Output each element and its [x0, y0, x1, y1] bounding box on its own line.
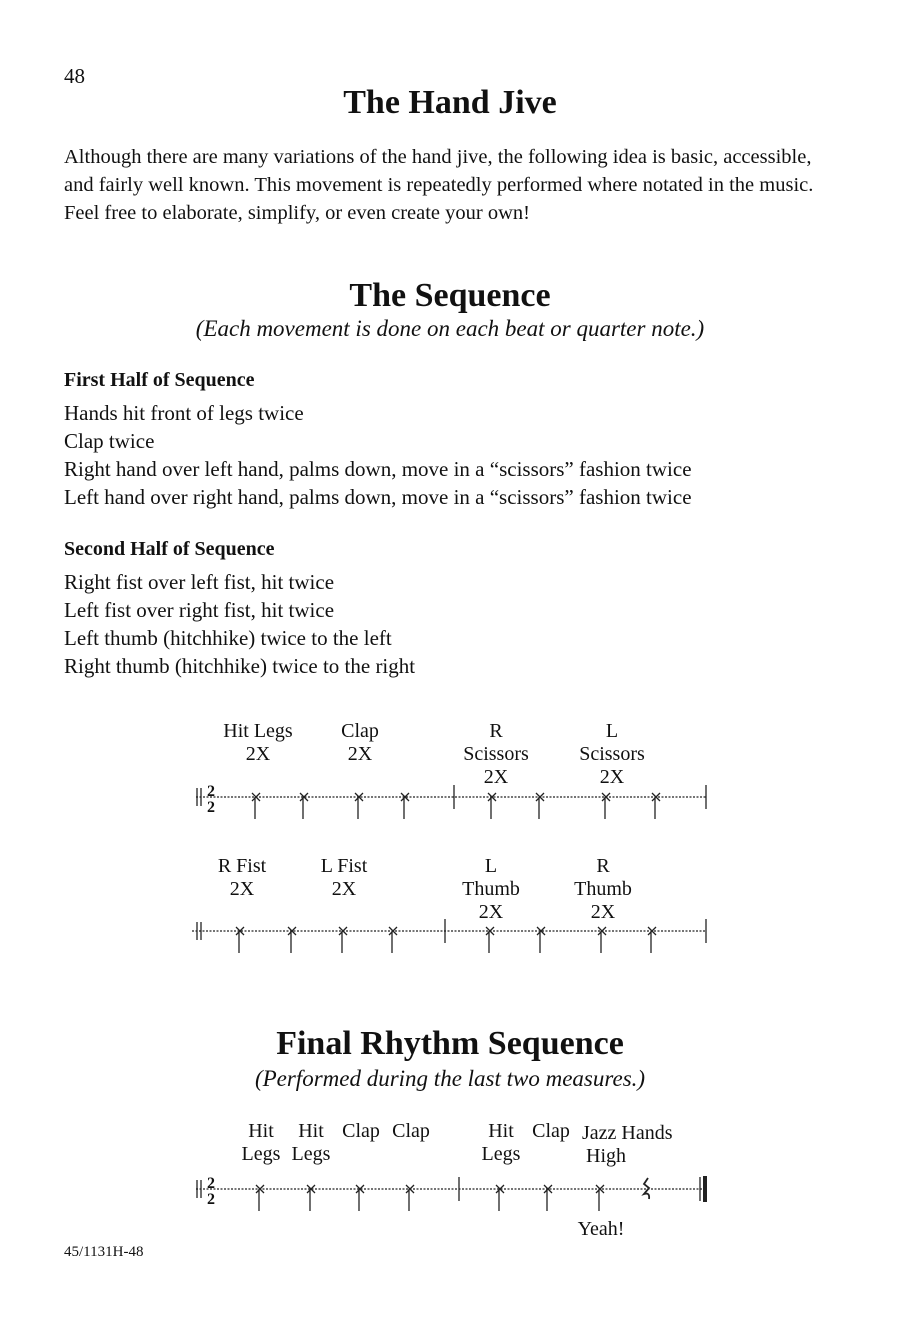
- sequence-title: The Sequence: [349, 277, 551, 314]
- staff1-time-bottom: 2: [207, 799, 215, 816]
- intro-paragraph: Although there are many variations of the hand jive, the following idea is basic, accessible, and fairly well known. This movement is repeatedly performed where notated in the music. Feel free to elaborate, simplify, or even create your own!: [64, 146, 814, 224]
- first-half-heading: First Half of Sequence: [64, 369, 255, 391]
- staff2-label-l-thumb: L Thumb 2X: [462, 855, 520, 923]
- final-subtitle: (Performed during the last two measures.): [254, 1066, 646, 1091]
- page-title: The Hand Jive: [343, 84, 557, 121]
- second-half-step: Left fist over right fist, hit twice: [64, 598, 335, 622]
- final-label-jazz-hands: Jazz Hands High: [582, 1122, 673, 1167]
- final-label-clap: Clap: [342, 1120, 380, 1142]
- final-lyric-yeah: Yeah!: [577, 1218, 625, 1240]
- final-title: Final Rhythm Sequence: [276, 1025, 624, 1062]
- footer-code: 45/1131H-48: [64, 1244, 144, 1260]
- second-half-step: Right fist over left fist, hit twice: [64, 570, 335, 594]
- final-label-clap: Clap: [532, 1120, 570, 1142]
- staff1-label-hit-legs: Hit Legs 2X: [223, 720, 293, 765]
- first-half-step: Left hand over right hand, palms down, move in a “scissors” fashion twice: [64, 485, 692, 509]
- staff2-label-r-fist: R Fist 2X: [217, 855, 267, 900]
- second-half-step: Right thumb (hitchhike) twice to the right: [64, 654, 416, 678]
- final-time-bottom: 2: [207, 1191, 215, 1208]
- second-half-step: Left thumb (hitchhike) twice to the left: [64, 626, 392, 650]
- staff1-label-r-scissors: R Scissors 2X: [463, 720, 529, 788]
- staff2-label-r-thumb: R Thumb 2X: [574, 855, 632, 923]
- page-number: 48: [64, 64, 85, 88]
- final-time-top: 2: [207, 1175, 215, 1192]
- staff2-label-l-fist: L Fist 2X: [320, 855, 368, 900]
- staff1-label-l-scissors: L Scissors 2X: [579, 720, 645, 788]
- staff1-label-clap: Clap 2X: [341, 720, 379, 765]
- final-label-clap: Clap: [392, 1120, 430, 1142]
- final-label-hit-legs: Hit Legs: [481, 1120, 521, 1165]
- final-label-hit-legs: Hit Legs: [241, 1120, 281, 1165]
- staff1-time-top: 2: [207, 783, 215, 800]
- first-half-step: Clap twice: [64, 429, 155, 453]
- final-label-hit-legs: Hit Legs: [291, 1120, 331, 1165]
- first-half-step: Right hand over left hand, palms down, move in a “scissors” fashion twice: [64, 457, 692, 481]
- sequence-subtitle: (Each movement is done on each beat or quarter note.): [195, 316, 705, 341]
- first-half-step: Hands hit front of legs twice: [64, 401, 304, 425]
- second-half-heading: Second Half of Sequence: [64, 538, 275, 560]
